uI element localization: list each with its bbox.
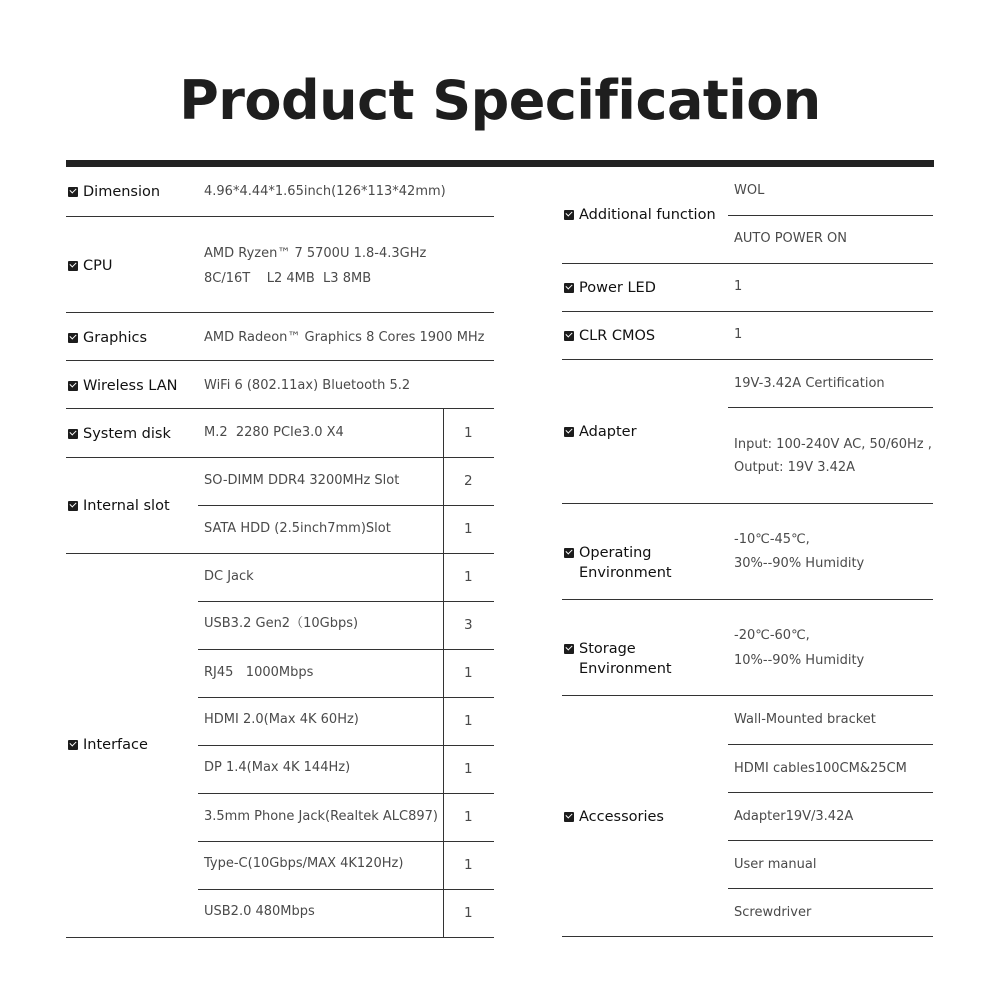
operating-label-line2: Environment xyxy=(579,565,672,581)
internal-slot-row: SO-DIMM DDR4 3200MHz Slot xyxy=(204,473,400,488)
additional-function-label: Additional function xyxy=(564,205,716,225)
internal-slot-label: Internal slot xyxy=(68,496,170,516)
checkbox-icon xyxy=(68,261,78,271)
page-title: Product Specification xyxy=(179,69,821,132)
row-divider xyxy=(728,407,933,408)
system-disk-value: M.2 2280 PCIe3.0 X4 xyxy=(204,425,344,440)
cpu-label: CPU xyxy=(68,256,112,276)
graphics-value: AMD Radeon™ Graphics 8 Cores 1900 MHz xyxy=(204,330,485,345)
wireless-lan-value: WiFi 6 (802.11ax) Bluetooth 5.2 xyxy=(204,378,411,393)
cpu-value-line2: 8C/16T L2 4MB L3 8MB xyxy=(204,271,372,286)
row-divider xyxy=(66,360,494,361)
row-divider xyxy=(198,505,494,506)
interface-label: Interface xyxy=(68,735,148,755)
interface-qty: 1 xyxy=(464,713,473,729)
checkbox-icon xyxy=(68,187,78,197)
checkbox-icon xyxy=(68,333,78,343)
row-divider xyxy=(66,553,494,554)
storage-label-line2: Environment xyxy=(579,661,672,677)
operating-environment-label xyxy=(564,543,672,583)
row-divider xyxy=(66,937,494,938)
system-disk-qty: 1 xyxy=(464,425,473,441)
interface-row: RJ45 1000Mbps xyxy=(204,665,314,680)
adapter-input: Input: 100-240V AC, 50/60Hz , xyxy=(734,437,932,452)
checkbox-icon xyxy=(68,429,78,439)
system-disk-label: System disk xyxy=(68,424,171,444)
row-divider xyxy=(728,888,933,889)
interface-row: USB2.0 480Mbps xyxy=(204,904,315,919)
row-divider xyxy=(562,263,933,264)
checkbox-icon xyxy=(68,381,78,391)
header-rule xyxy=(66,160,934,167)
operating-humidity: 30%--90% Humidity xyxy=(734,556,865,571)
wireless-lan-label: Wireless LAN xyxy=(68,376,177,396)
row-divider xyxy=(562,503,933,504)
clr-cmos-value: 1 xyxy=(734,327,743,342)
row-divider xyxy=(562,311,933,312)
checkbox-icon xyxy=(564,210,574,220)
interface-row: 3.5mm Phone Jack(Realtek ALC897) xyxy=(204,809,438,824)
accessory-item: HDMI cables100CM&25CM xyxy=(734,761,907,776)
row-divider xyxy=(728,840,933,841)
interface-qty: 1 xyxy=(464,809,473,825)
checkbox-icon xyxy=(564,331,574,341)
graphics-label: Graphics xyxy=(68,328,147,348)
additional-function-row: WOL xyxy=(734,183,765,198)
row-divider xyxy=(198,601,494,602)
accessory-item: Wall-Mounted bracket xyxy=(734,712,876,727)
row-divider xyxy=(198,745,494,746)
checkbox-icon xyxy=(564,644,574,654)
row-divider xyxy=(66,408,494,409)
row-divider xyxy=(562,936,933,937)
interface-qty: 1 xyxy=(464,569,473,585)
interface-qty: 1 xyxy=(464,905,473,921)
storage-label-line1: Storage xyxy=(579,641,636,657)
dimension-label: Dimension xyxy=(68,182,160,202)
power-led-label: Power LED xyxy=(564,278,656,298)
interface-row: HDMI 2.0(Max 4K 60Hz) xyxy=(204,712,359,727)
row-divider xyxy=(198,841,494,842)
checkbox-icon xyxy=(564,812,574,822)
additional-function-row: AUTO POWER ON xyxy=(734,231,847,246)
row-divider xyxy=(66,216,494,217)
internal-slot-qty: 1 xyxy=(464,521,473,537)
accessory-item: Adapter19V/3.42A xyxy=(734,809,854,824)
checkbox-icon xyxy=(564,283,574,293)
row-divider xyxy=(562,359,933,360)
qty-column-divider xyxy=(443,409,444,937)
row-divider xyxy=(198,697,494,698)
storage-environment-label xyxy=(564,639,672,679)
row-divider xyxy=(562,599,933,600)
row-divider xyxy=(198,649,494,650)
checkbox-icon xyxy=(68,501,78,511)
interface-qty: 1 xyxy=(464,857,473,873)
power-led-value: 1 xyxy=(734,279,743,294)
storage-humidity: 10%--90% Humidity xyxy=(734,653,865,668)
interface-row: Type-C(10Gbps/MAX 4K120Hz) xyxy=(204,856,404,871)
storage-temperature: -20℃-60℃, xyxy=(734,628,810,643)
accessory-item: User manual xyxy=(734,857,817,872)
row-divider xyxy=(562,695,933,696)
row-divider xyxy=(728,744,933,745)
accessories-label: Accessories xyxy=(564,807,664,827)
accessory-item: Screwdriver xyxy=(734,905,812,920)
clr-cmos-label: CLR CMOS xyxy=(564,326,655,346)
adapter-output: Output: 19V 3.42A xyxy=(734,460,856,475)
row-divider xyxy=(66,457,494,458)
checkbox-icon xyxy=(564,427,574,437)
dimension-value: 4.96*4.44*1.65inch(126*113*42mm) xyxy=(204,184,446,199)
cpu-value-line1: AMD Ryzen™ 7 5700U 1.8-4.3GHz xyxy=(204,246,427,261)
interface-row: DP 1.4(Max 4K 144Hz) xyxy=(204,760,351,775)
interface-qty: 3 xyxy=(464,617,473,633)
internal-slot-qty: 2 xyxy=(464,473,473,489)
adapter-label: Adapter xyxy=(564,422,637,442)
interface-qty: 1 xyxy=(464,665,473,681)
internal-slot-row: SATA HDD (2.5inch7mm)Slot xyxy=(204,521,391,536)
interface-row: DC Jack xyxy=(204,569,254,584)
row-divider xyxy=(198,793,494,794)
row-divider xyxy=(728,792,933,793)
checkbox-icon xyxy=(564,548,574,558)
row-divider xyxy=(198,889,494,890)
row-divider xyxy=(728,215,933,216)
interface-row: USB3.2 Gen2（10Gbps) xyxy=(204,616,359,631)
interface-qty: 1 xyxy=(464,761,473,777)
operating-temperature: -10℃-45℃, xyxy=(734,532,810,547)
checkbox-icon xyxy=(68,740,78,750)
row-divider xyxy=(66,312,494,313)
adapter-certification: 19V-3.42A Certification xyxy=(734,376,885,391)
operating-label-line1: Operating xyxy=(579,545,652,561)
